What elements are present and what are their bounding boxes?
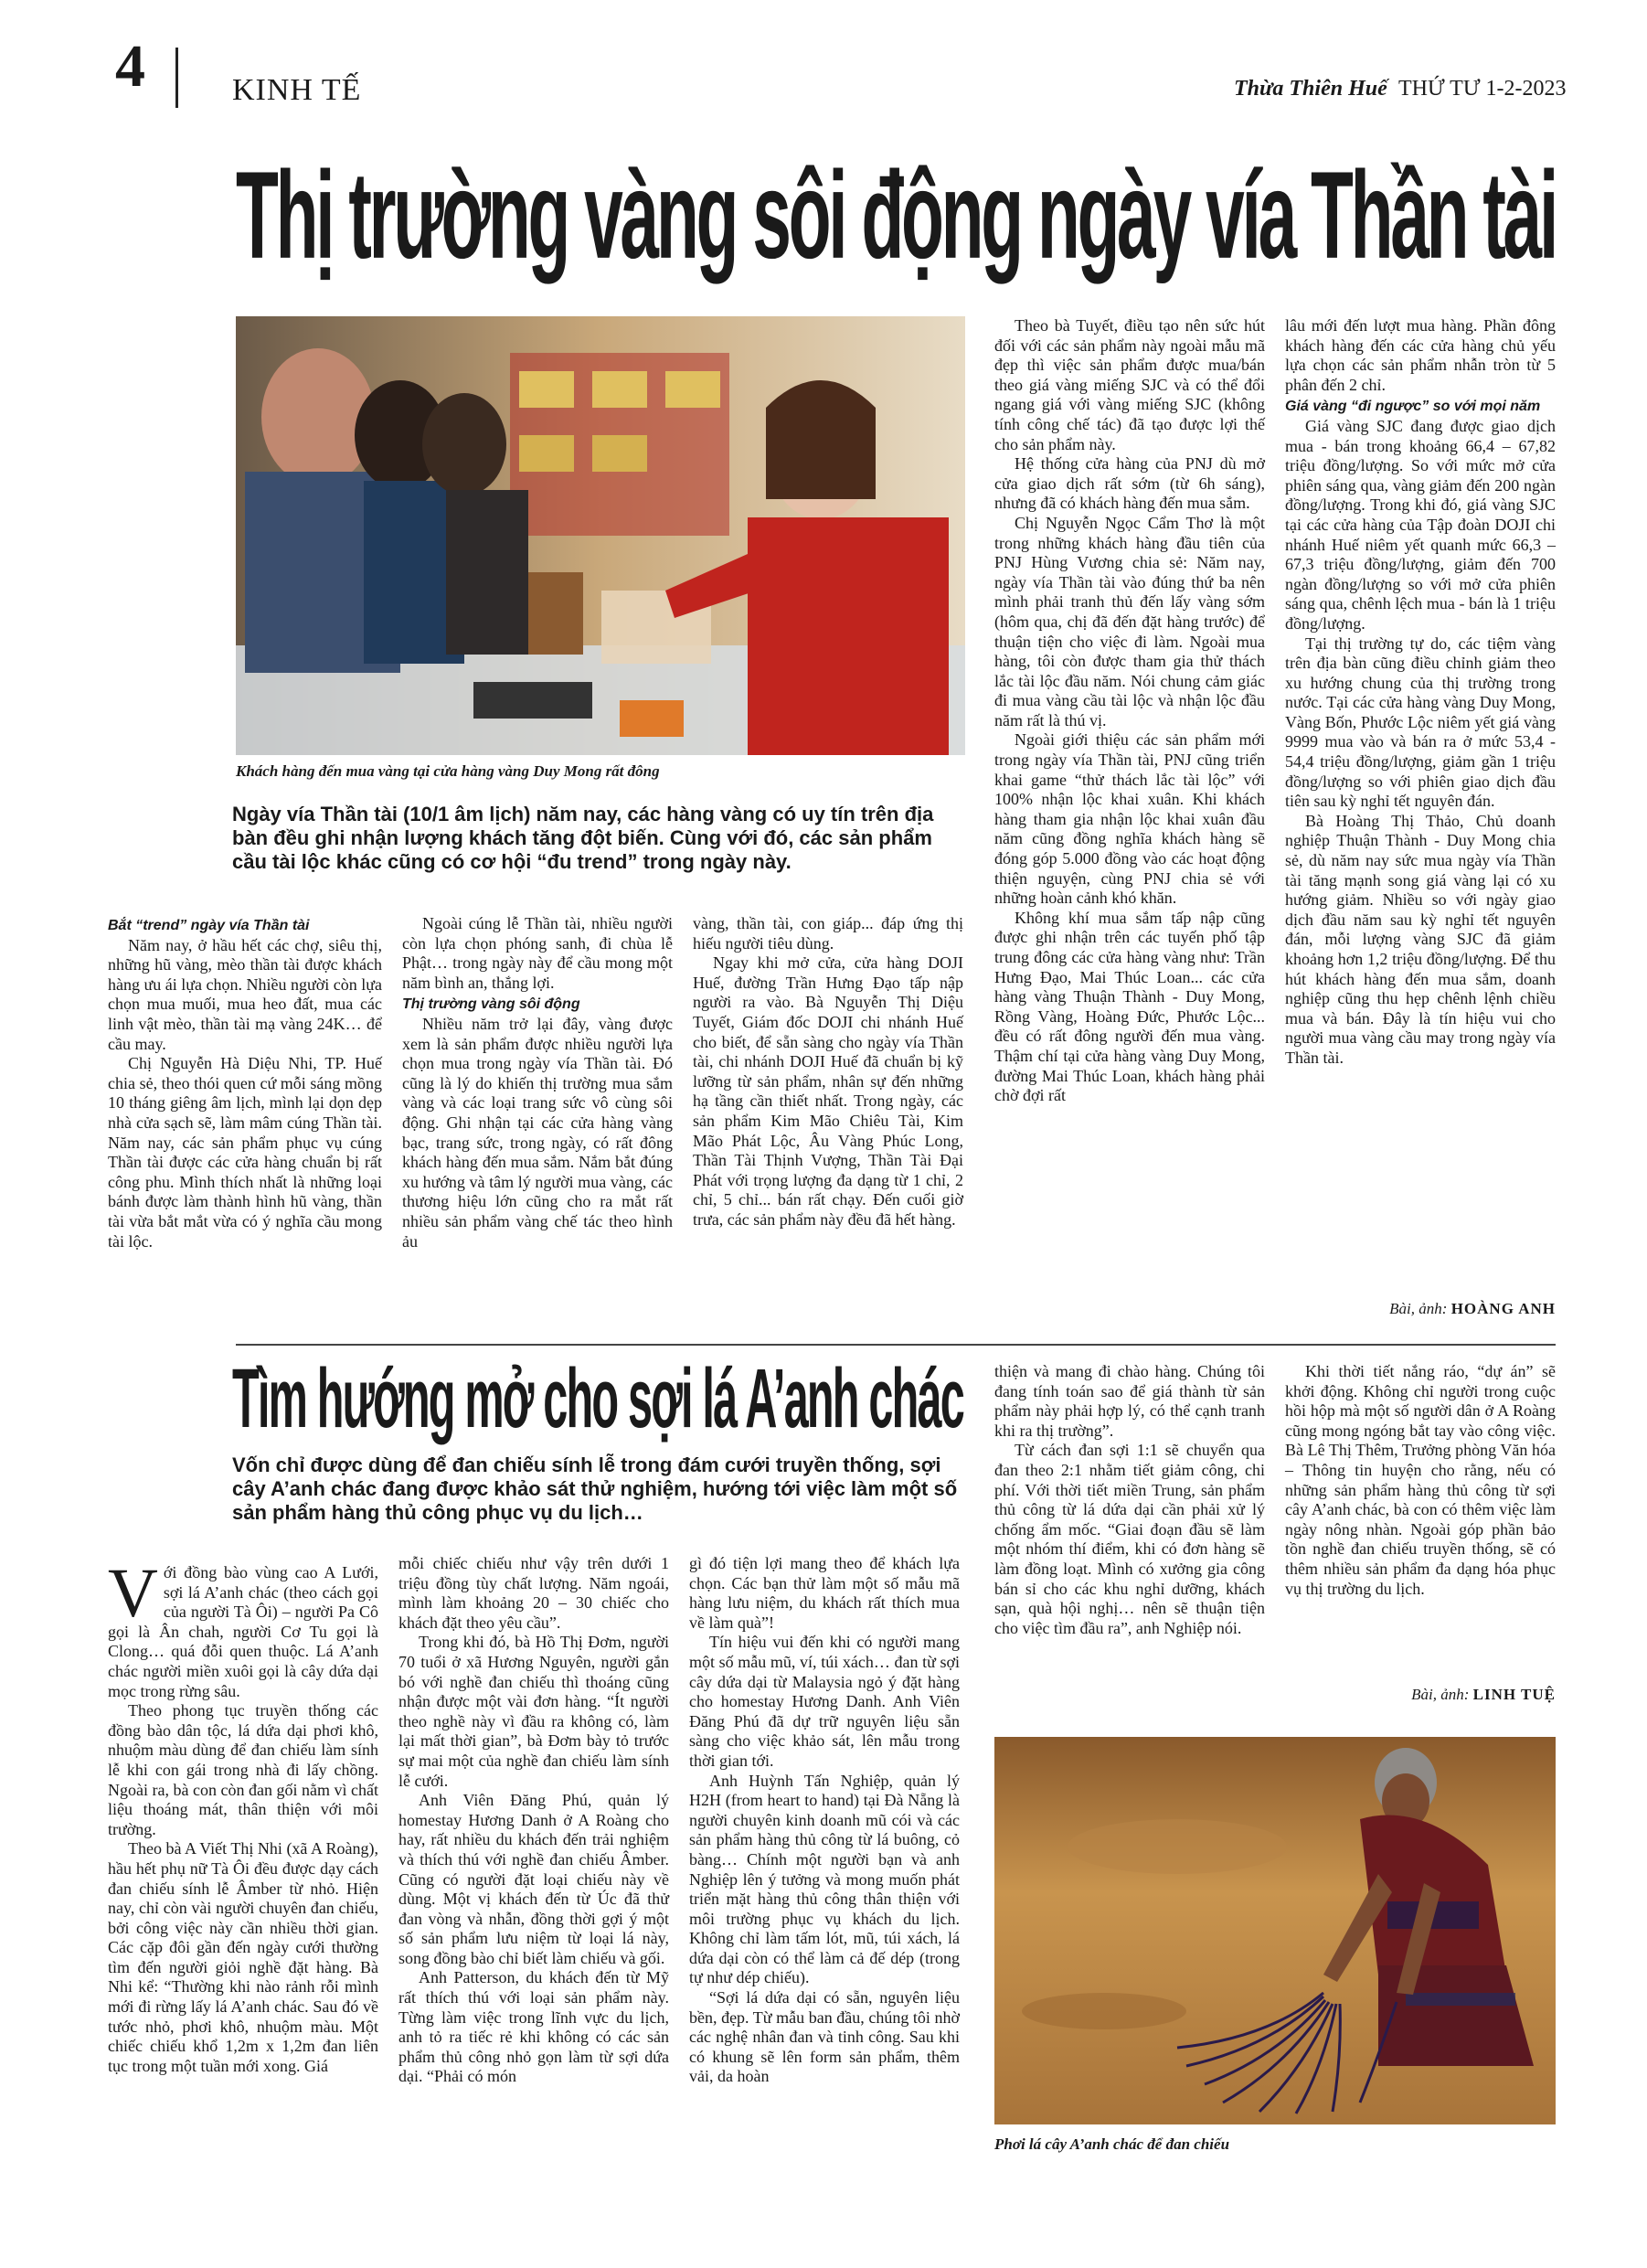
- paragraph: Giá vàng SJC đang được giao dịch mua - bán trong khoảng 66,4 – 67,82 triệu đồng/lượng. So với mức mở cửa phiên sáng qua, vàng giảm đến 200 ngàn đồng/lượng. Trong khi đó, giá vàng SJC tại các cửa hàng của Tập đoàn DOJI chi nhánh Huế niêm yết quanh mức 66,3 – 67,3 triệu đồng/lượng, giảm đến 700 ngàn đồng/lượng so với mở cửa phiên sáng qua, chênh lệch mua - bán là 1 triệu đồng/lượng.: [1285, 416, 1556, 633]
- article2-column-2: [398, 1554, 669, 2087]
- byline-author: LINH TUỆ: [1472, 1686, 1556, 1703]
- issue-date: THỨ TƯ 1-2-2023: [1398, 77, 1567, 101]
- article2-byline: [1285, 1686, 1556, 1704]
- paragraph: Năm nay, ở hầu hết các chợ, siêu thị, những hũ vàng, mèo thần tài được khách hàng ưu ái lựa chọn. Nhiều người còn lựa chọn mua muối, mua heo đất, mua các linh vật mèo, thần tài mạ vàng 24K… để cầu may.: [108, 935, 382, 1053]
- byline-author: HOÀNG ANH: [1450, 1300, 1556, 1317]
- paragraph: Tại thị trường tự do, các tiệm vàng trên địa bàn cũng điều chỉnh giảm theo xu hướng chung của thị trường trong nước. Tại các cửa hàng vàng Duy Mong, Vàng Bốn, Phước Lộc niêm yết giá vàng 9999 mua vào và bán ra ở mức 53,4 - 54,4 triệu đồng/lượng, giảm gần 1 triệu đồng/lượng so với phiên giao dịch đầu tiên sau kỳ nghỉ tết nguyên đán.: [1285, 634, 1556, 811]
- article1-column-2: [402, 914, 673, 1251]
- page-number: 4: [115, 33, 145, 100]
- paragraph: Anh Patterson, du khách đến từ Mỹ rất thích thú với loại sản phẩm này. Từng làm việc trong lĩnh vực du lịch, anh tỏ ra tiếc rẻ khi không có các sản phẩm thủ công nhỏ gọn làm từ sợi dứa dại. “Phải có món: [398, 1968, 669, 2086]
- article2-column-5: [1285, 1362, 1556, 1599]
- article2-column-1: [108, 1555, 378, 2076]
- article1-byline: [1285, 1300, 1556, 1318]
- paragraph: Trong khi đó, bà Hồ Thị Đơm, người 70 tuổi ở xã Hương Nguyên, người gắn bó với nghề đan chiếu thì thoáng cũng nhận được một vài đơn hàng. “Ít người theo nghề này vì đầu ra không có, làm lại mất thời gian”, bà Đơm bày tỏ trước sự mai một của nghề đan chiếu làm sính lễ cưới.: [398, 1633, 669, 1790]
- article2-column-4: [994, 1362, 1265, 1638]
- paragraph: Từ cách đan sợi 1:1 sẽ chuyển qua đan theo 2:1 nhằm tiết giảm công, chi phí. Với thời tiết miền Trung, sản phẩm thủ công từ lá dứa dại cần phải xử lý chống ẩm mốc. “Giai đoạn đầu sẽ làm một nhóm thí điểm, khi có đơn hàng sẽ làm đồng loạt. Mình có xưởng gia công bán sỉ cho các khu nghỉ dưỡng, khách sạn, quà hội nghị… nên sẽ thuận tiện cho việc tìm đầu ra”, anh Nghiệp nói.: [994, 1441, 1265, 1637]
- article1-column-3: [693, 914, 963, 1230]
- section-label: KINH TẾ: [232, 73, 362, 107]
- paragraph: Anh Huỳnh Tấn Nghiệp, quản lý H2H (from heart to hand) tại Đà Nẵng là người chuyên kinh doanh mũ cói và các sản phẩm hàng thủ công từ lá buông, cỏ bàng… Chính một người bạn và anh Nghiệp lên ý tưởng và mong muốn phát triển mặt hàng thủ công thân thiện với môi trường phục vụ khách du lịch. Không chỉ làm tấm lót, mũ, túi xách, lá dứa dại còn có thể làm cả đế dép (trong tự như dép chiếu).: [689, 1771, 960, 1987]
- paragraph: gì đó tiện lợi mang theo để khách lựa chọn. Các bạn thử làm một số mẫu mã hàng lưu niệm, du khách rất thích mua về làm quà”!: [689, 1554, 960, 1632]
- drying-leaves-photo-illustration: [994, 1737, 1556, 2124]
- article1-headline: Thị trường vàng sôi động ngày vía Thần tài: [236, 145, 1557, 285]
- paragraph: Chị Nguyễn Ngọc Cẩm Thơ là một trong những khách hàng đầu tiên của PNJ Hùng Vương chia sẻ: Năm nay, ngày vía Thần tài vào đúng thứ ba nên mình phải tranh thủ đến lấy vàng sớm (hôm qua, chị đã đến đặt hàng trước) để thuận tiện cho việc đi làm. Ngoài mua hàng, tôi còn được tham gia thử thách lắc tài lộc đầu năm. Nói chung cảm giác đi mua vàng cầu tài lộc và nhận lộc đầu năm rất là thú vị.: [994, 513, 1265, 729]
- paragraph: lâu mới đến lượt mua hàng. Phần đông khách hàng đến các cửa hàng chủ yếu lựa chọn các sản phẩm nhẫn tròn từ 5 phân đến 2 chỉ.: [1285, 316, 1556, 394]
- article2-photo-caption: Phơi lá cây A’anh chác để đan chiếu: [994, 2135, 1230, 2153]
- paragraph: Tín hiệu vui đến khi có người mang một số mẫu mũ, ví, túi xách… đan từ sợi cây dứa dại từ Malaysia ngỏ ý đặt hàng cho homestay Hương Danh. Anh Viên Đăng Phú đã dự trữ nguyên liệu sẵn sàng cho việc khảo sát, lên mẫu trong thời gian tới.: [689, 1633, 960, 1770]
- article1-photo: [236, 316, 965, 755]
- paragraph: Bà Hoàng Thị Thảo, Chủ doanh nghiệp Thuận Thành - Duy Mong chia sẻ, dù năm nay sức mua ngày vía Thần tài tăng mạnh song giá vàng lại có xu hướng giảm. Nhiều so với ngày giao dịch đầu năm sau kỳ nghỉ tết nguyên đán, mỗi lượng vàng SJC đã giảm khoảng hơn 1,2 triệu đồng/lượng. Để thu hút khách hàng đến mua sắm, doanh nghiệp cũng thu hẹp chênh lệnh chiều mua và bán. Đây là tín hiệu vui cho người mua vàng cầu may trong ngày vía Thần tài.: [1285, 811, 1556, 1067]
- newspaper-name: Thừa Thiên Huế: [1234, 77, 1387, 101]
- paragraph: Theo bà Tuyết, điều tạo nên sức hút đối với các sản phẩm này ngoài mẫu mã đẹp thì việc sản phẩm được mua/bán theo giá vàng miếng SJC và có thể đổi ngang giá với vàng miếng SJC (không tính công chế tác) đã tạo được lợi thế cho sản phẩm này.: [994, 316, 1265, 453]
- byline-prefix: Bài, ảnh:: [1411, 1686, 1470, 1703]
- paragraph: Ngoài cúng lễ Thần tài, nhiều người còn lựa chọn phóng sanh, đi chùa lễ Phật… trong ngày này để cầu mong một năm bình an, thắng lợi.: [402, 914, 673, 992]
- dropcap: V: [108, 1555, 158, 1632]
- article2-headline: Tìm hướng mở cho sợi lá A’anh chác: [232, 1351, 963, 1445]
- paragraph: [108, 1555, 378, 1701]
- paragraph: Theo phong tục truyền thống các đồng bào dân tộc, lá dứa dại phơi khô, nhuộm màu dùng để đan chiếu làm sính lễ khi con gái trong nhà đi lấy chồng. Ngoài ra, bà con còn đan gối nằm vì chất liệu thoáng mát, thân thiện với môi trường.: [108, 1701, 378, 1838]
- subhead: Giá vàng “đi ngược” so với mọi năm: [1285, 399, 1541, 415]
- paragraph: Không khí mua sắm tấp nập cũng được ghi nhận trên các tuyến phố tập trung đông các cửa hàng vàng như: Trần Hưng Đạo, Mai Thúc Loan... các cửa hàng vàng Thuận Thành - Duy Mong, Rồng Vàng, Hoàng Đức, Phước Lộc... đều có rất đông người đến mua vàng. Thậm chí tại cửa hàng vàng Duy Mong, đường Mai Thúc Loan, khách hàng phải chờ đợi rất: [994, 908, 1265, 1105]
- header-divider: [175, 48, 178, 108]
- article2-photo: [994, 1737, 1556, 2124]
- byline-prefix: Bài, ảnh:: [1389, 1300, 1448, 1317]
- article-divider: [236, 1344, 1556, 1346]
- paragraph: Chị Nguyễn Hà Diệu Nhi, TP. Huế chia sẻ, theo thói quen cứ mỗi sáng mồng 10 tháng giêng âm lịch, mình lại dọn dẹp nhà cửa sạch sẽ, làm mâm cúng Thần tài. Năm nay, các sản phẩm phục vụ cúng Thần tài được các cửa hàng chuẩn bị rất công phu. Mình thích nhất là những loại bánh được làm thành hình hũ vàng, thần tài vừa bắt mắt vừa có ý nghĩa cầu mong tài lộc.: [108, 1054, 382, 1251]
- paragraph: thiện và mang đi chào hàng. Chúng tôi đang tính toán sao để giá thành từ sản phẩm này phải hợp lý, có thể cạnh tranh khi ra thị trường”.: [994, 1362, 1265, 1440]
- article1-column-5: [1285, 316, 1556, 1069]
- article2-column-3: [689, 1554, 960, 2087]
- paragraph: Khi thời tiết nắng ráo, “dự án” sẽ khởi động. Không chỉ người trong cuộc hồi hộp mà một số người dân ở A Roàng cũng mong ngóng bắt tay vào công việc. Bà Lê Thị Thêm, Trưởng phòng Văn hóa – Thông tin huyện cho rằng, nếu có những sản phẩm hàng thủ công từ sợi cây A’anh chác, bà con có thêm việc làm ngày nông nhàn. Ngoài góp phần bảo tồn nghề đan chiếu truyền thống, sẽ có thêm nhiều sản phẩm đa dạng hóa phục vụ thị trường du lịch.: [1285, 1362, 1556, 1598]
- paragraph: Theo bà A Viết Thị Nhi (xã A Roàng), hầu hết phụ nữ Tà Ôi đều được dạy cách đan chiếu sính lễ Âmber từ nhỏ. Hiện nay, chỉ còn vài người chuyên đan chiếu, bởi công việc này cần nhiều thời gian. Các cặp đôi gần đến ngày cưới thường tìm đến người giỏi nghề đặt hàng. Bà Nhi kể: “Thường khi nào rảnh rỗi mình mới đi rừng lấy lá A’anh chác. Sau đó về tước nhỏ, phơi khô, nhuộm màu. Một chiếc chiếu khổ 1,2m x 1,2m đan liên tục trong một tuần mới xong. Giá: [108, 1839, 378, 2075]
- paragraph: vàng, thần tài, con giáp... đáp ứng thị hiếu người tiêu dùng.: [693, 914, 963, 953]
- subhead: Bắt “trend” ngày vía Thần tài: [108, 918, 310, 933]
- subhead: Thị trường vàng sôi động: [402, 996, 580, 1013]
- paragraph: Nhiều năm trở lại đây, vàng được xem là sản phẩm được nhiều người lựa chọn mua trong ngày vía Thần tài. Đó cũng là lý do khiến thị trường mua sắm vàng và các loại trang sức vô cùng sôi động. Ghi nhận tại các cửa hàng vàng bạc, trang sức, trong ngày, có rất đông khách hàng đến mua sắm. Nắm bắt đúng xu hướng và tâm lý người mua vàng, các thương hiệu lớn cũng cho ra mắt rất nhiều sản phẩm vàng chế tác theo hình ảu: [402, 1014, 673, 1251]
- article1-column-1: [108, 914, 382, 1251]
- article1-lead: Ngày vía Thần tài (10/1 âm lịch) năm nay, các hàng vàng có uy tín trên địa bàn đều ghi nhận lượng khách tăng đột biến. Cùng với đó, các sản phẩm cầu tài lộc khác cũng có cơ hội “đu trend” trong ngày này.: [232, 803, 934, 873]
- paragraph: Hệ thống cửa hàng của PNJ dù mở cửa giao dịch rất sớm (từ 6h sáng), nhưng đã có khách hàng đến mua sắm.: [994, 454, 1265, 513]
- gold-shop-photo-illustration: [236, 316, 965, 755]
- paragraph: mỗi chiếc chiếu như vậy trên dưới 1 triệu đồng tùy chất lượng. Năm ngoái, mình làm khoảng 20 – 30 chiếc cho khách đặt theo yêu cầu”.: [398, 1554, 669, 1632]
- paragraph: “Sợi lá dứa dại có sẵn, nguyên liệu bền, đẹp. Từ mẫu ban đầu, chúng tôi nhờ các nghệ nhân đan và tinh công. Sau khi có khung sẽ lên form sản phẩm, thêm vải, da hoàn: [689, 1988, 960, 2086]
- paragraph: Ngoài giới thiệu các sản phẩm mới trong ngày vía Thần tài, PNJ cũng triển khai game “thử thách lắc tài lộc” với 100% nhận lộc khai xuân. Khi khách hàng tham gia nhận lộc khai xuân đầu năm cũng đồng nghĩa khách hàng sẽ đóng góp 5.000 đồng vào các hoạt động thiện nguyện, cùng PNJ chia sẻ với những hoàn cảnh khó khăn.: [994, 730, 1265, 908]
- paragraph: Anh Viên Đăng Phú, quản lý homestay Hương Danh ở A Roàng cho hay, rất nhiều du khách đến trải nghiệm và thích thú với nghề đan chiếu Âmber. Cũng có người đặt loại chiếu này về dùng. Một vị khách đến từ Úc đã thử đan vòng và nhẫn, đồng thời gợi ý một số sản phẩm lưu niệm từ loại lá này, song đồng bào chỉ biết làm chiếu và gối.: [398, 1791, 669, 1967]
- paragraph: Ngay khi mở cửa, cửa hàng DOJI Huế, đường Trần Hưng Đạo tấp nập người ra vào. Bà Nguyễn Thị Diệu Tuyết, Giám đốc DOJI chi nhánh Huế cho biết, để sẵn sàng cho ngày vía Thần tài, chi nhánh DOJI Huế đã chuẩn bị kỹ lưỡng từ sản phẩm, nhân sự đến những hạ tầng cần thiết nhất. Trong ngày, các sản phẩm Kim Mão Chiêu Tài, Kim Mão Phát Lộc, Âu Vàng Phúc Long, Thần Tài Thịnh Vượng, Thần Tài Đại Phát với trọng lượng đa dạng từ 1 chỉ, 2 chỉ, 5 chỉ... bán rất chạy. Đến cuối giờ trưa, các sản phẩm này đều đã hết hàng.: [693, 953, 963, 1229]
- article1-photo-caption: Khách hàng đến mua vàng tại cửa hàng vàng Duy Mong rất đông: [236, 762, 660, 780]
- paragraph-text: ới đồng bào vùng cao A Lưới, sợi lá A’anh chác (theo cách gọi của người Tà Ôi) – người Pa Cô gọi là Ân chah, người Cơ Tu gọi là Clong… quá đỗi quen thuộc. Lá A’anh chác người miền xuôi gọi là cây dứa dại mọc trong rừng sâu.: [108, 1563, 378, 1700]
- article2-lead: Vốn chỉ được dùng để đan chiếu sính lễ trong đám cưới truyền thống, sợi cây A’anh chác đang được khảo sát thử nghiệm, hướng tới việc làm một số sản phẩm hàng thủ công phục vụ du lịch…: [232, 1453, 958, 1524]
- article1-column-4: [994, 316, 1265, 1106]
